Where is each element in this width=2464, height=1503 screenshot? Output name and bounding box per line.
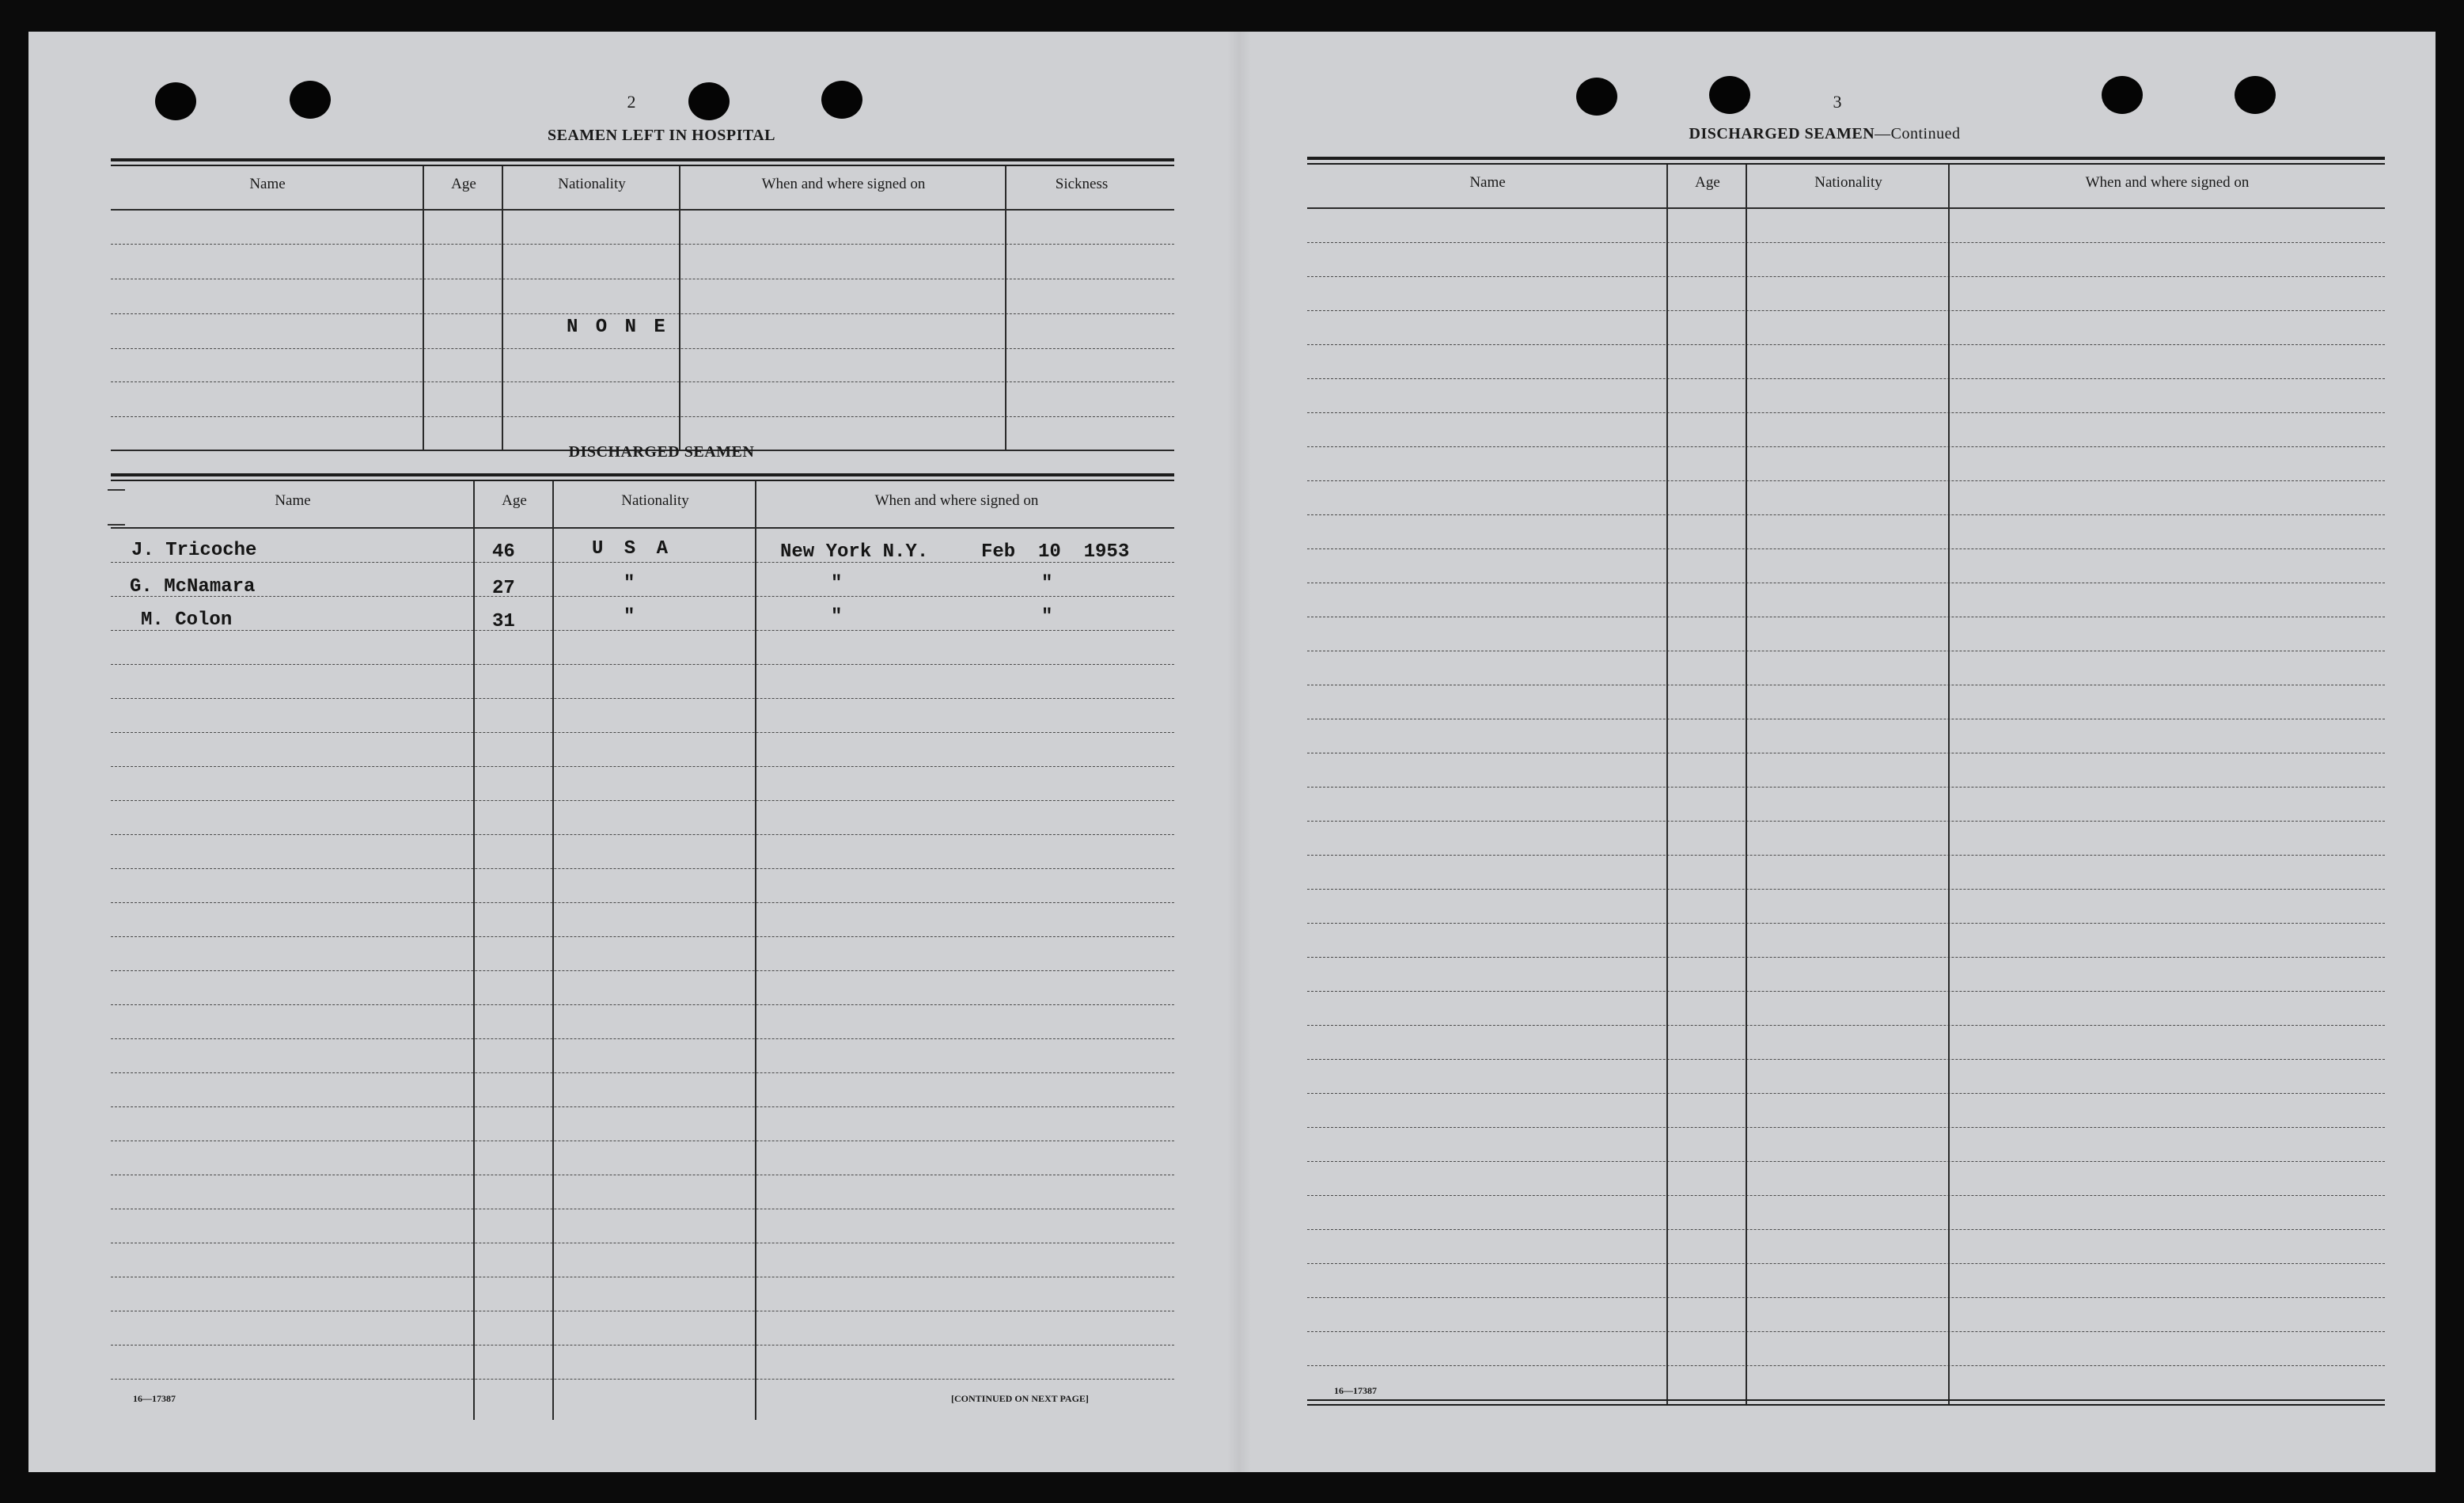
row-3-nationality: ": [624, 606, 635, 628]
right-section-title: [1603, 125, 2046, 143]
punch-hole: [688, 82, 730, 120]
punch-hole: [2102, 76, 2143, 114]
row-2-nationality: ": [624, 573, 635, 594]
hospital-header-nationality: Nationality: [558, 176, 626, 192]
ruled-line: [1307, 1059, 2385, 1060]
margin-tick: [108, 524, 125, 526]
discharged-header-nationality: Nationality: [621, 492, 689, 509]
ruled-line: [1307, 412, 2385, 413]
punch-hole: [1709, 76, 1750, 114]
hospital-header-rule: [111, 209, 1174, 211]
discharged-col-divider: [755, 481, 756, 1420]
ruled-line: [1307, 1127, 2385, 1128]
ruled-line: [1307, 276, 2385, 277]
ruled-line: [111, 596, 1174, 597]
ruled-line: [1307, 446, 2385, 447]
hospital-col-divider: [502, 166, 503, 451]
hospital-none-entry: N O N E: [567, 317, 669, 338]
hospital-row-line: [111, 416, 1174, 417]
right-header-rule: [1307, 207, 2385, 209]
ruled-line: [111, 868, 1174, 869]
hospital-col-divider: [1005, 166, 1006, 451]
ruled-line: [1307, 1229, 2385, 1230]
right-header-nationality: Nationality: [1814, 174, 1882, 191]
ruled-line: [111, 766, 1174, 767]
right-bottom-rule: [1307, 1399, 2385, 1401]
ruled-line: [111, 936, 1174, 937]
right-col-divider: [1746, 165, 1747, 1406]
hospital-col-divider: [679, 166, 680, 451]
discharged-top-rule-2: [111, 480, 1174, 481]
row-2-name: G. McNamara: [130, 576, 256, 598]
ruled-line: [1307, 1365, 2385, 1366]
row-1-nationality: U S A: [592, 538, 673, 560]
document-sheet: [28, 32, 2436, 1472]
hospital-header-sickness: Sickness: [1055, 176, 1109, 192]
ruled-line: [1307, 344, 2385, 345]
ruled-line: [1307, 957, 2385, 958]
right-top-rule: [1307, 157, 2385, 160]
ruled-line: [111, 902, 1174, 903]
right-top-rule-2: [1307, 163, 2385, 165]
row-3-place: ": [831, 606, 843, 628]
hospital-top-rule: [111, 158, 1174, 161]
continued-note: [CONTINUED ON NEXT PAGE]: [951, 1393, 1089, 1404]
discharged-header-signed-on: When and where signed on: [874, 492, 1039, 509]
hospital-header-age: Age: [451, 176, 476, 192]
row-1-date: Feb 10 1953: [981, 541, 1130, 563]
ruled-line: [111, 1379, 1174, 1380]
form-number-right: 16—17387: [1334, 1385, 1377, 1396]
row-2-date: ": [1041, 573, 1053, 594]
ruled-line: [1307, 1161, 2385, 1162]
ruled-line: [1307, 855, 2385, 856]
right-title-continued: —Continued: [1875, 125, 1961, 142]
ruled-line: [1307, 1025, 2385, 1026]
right-header-name: Name: [1469, 174, 1506, 191]
form-number-left: 16—17387: [133, 1393, 176, 1404]
discharged-header-rule: [111, 527, 1174, 529]
ruled-line: [1307, 787, 2385, 788]
ruled-line: [1307, 242, 2385, 243]
discharged-header-name: Name: [275, 492, 311, 509]
ruled-line: [1307, 1263, 2385, 1264]
hospital-header-signed-on: When and where signed on: [761, 176, 926, 192]
ruled-line: [1307, 889, 2385, 890]
ruled-line: [1307, 923, 2385, 924]
ruled-line: [111, 970, 1174, 971]
ruled-line: [1307, 991, 2385, 992]
ruled-line: [1307, 1093, 2385, 1094]
right-title-main: DISCHARGED SEAMEN: [1689, 125, 1875, 142]
ruled-line: [1307, 1195, 2385, 1196]
right-col-divider: [1666, 165, 1668, 1406]
hospital-top-rule-2: [111, 165, 1174, 166]
punch-hole: [1576, 78, 1617, 116]
ruled-line: [1307, 548, 2385, 549]
hospital-section-title: SEAMEN LEFT IN HOSPITAL: [547, 127, 776, 144]
ruled-line: [111, 1038, 1174, 1039]
hospital-row-line: [111, 381, 1174, 382]
discharged-header-age: Age: [502, 492, 527, 509]
right-bottom-rule-2: [1307, 1404, 2385, 1406]
ruled-line: [1307, 1297, 2385, 1298]
discharged-col-divider: [473, 481, 475, 1420]
ruled-line: [111, 664, 1174, 665]
punch-hole: [155, 82, 196, 120]
hospital-header-name: Name: [249, 176, 286, 192]
discharged-col-divider: [552, 481, 554, 1420]
right-col-divider: [1948, 165, 1950, 1406]
ruled-line: [1307, 821, 2385, 822]
ruled-line: [1307, 310, 2385, 311]
ruled-line: [1307, 378, 2385, 379]
row-2-age: 27: [492, 578, 515, 599]
ruled-line: [1307, 1331, 2385, 1332]
ruled-line: [111, 834, 1174, 835]
row-3-age: 31: [492, 611, 515, 632]
row-3-name: M. Colon: [141, 609, 233, 631]
ruled-line: [111, 698, 1174, 699]
right-header-signed-on: When and where signed on: [2085, 174, 2250, 191]
hospital-col-divider: [423, 166, 424, 451]
margin-tick: [108, 489, 125, 491]
hospital-row-line: [111, 313, 1174, 314]
ruled-line: [111, 732, 1174, 733]
right-header-age: Age: [1695, 174, 1720, 191]
row-1-name: J. Tricoche: [131, 540, 257, 561]
ruled-line: [111, 1004, 1174, 1005]
row-2-place: ": [831, 573, 843, 594]
hospital-row-line: [111, 244, 1174, 245]
page-number-left: 2: [627, 92, 636, 112]
ruled-line: [111, 1072, 1174, 1073]
ruled-line: [1307, 514, 2385, 515]
page-number-right: 3: [1833, 92, 1842, 112]
hospital-row-line: [111, 348, 1174, 349]
punch-hole: [821, 81, 862, 119]
row-3-date: ": [1041, 606, 1053, 628]
ruled-line: [111, 1106, 1174, 1107]
discharged-section-title: DISCHARGED SEAMEN: [568, 443, 755, 461]
punch-hole: [290, 81, 331, 119]
page-fold: [1227, 32, 1251, 1472]
row-1-place: New York N.Y.: [780, 541, 929, 563]
discharged-top-rule: [111, 473, 1174, 476]
ruled-line: [1307, 480, 2385, 481]
row-1-age: 46: [492, 541, 515, 563]
ruled-line: [111, 630, 1174, 631]
punch-hole: [2235, 76, 2276, 114]
ruled-line: [111, 800, 1174, 801]
